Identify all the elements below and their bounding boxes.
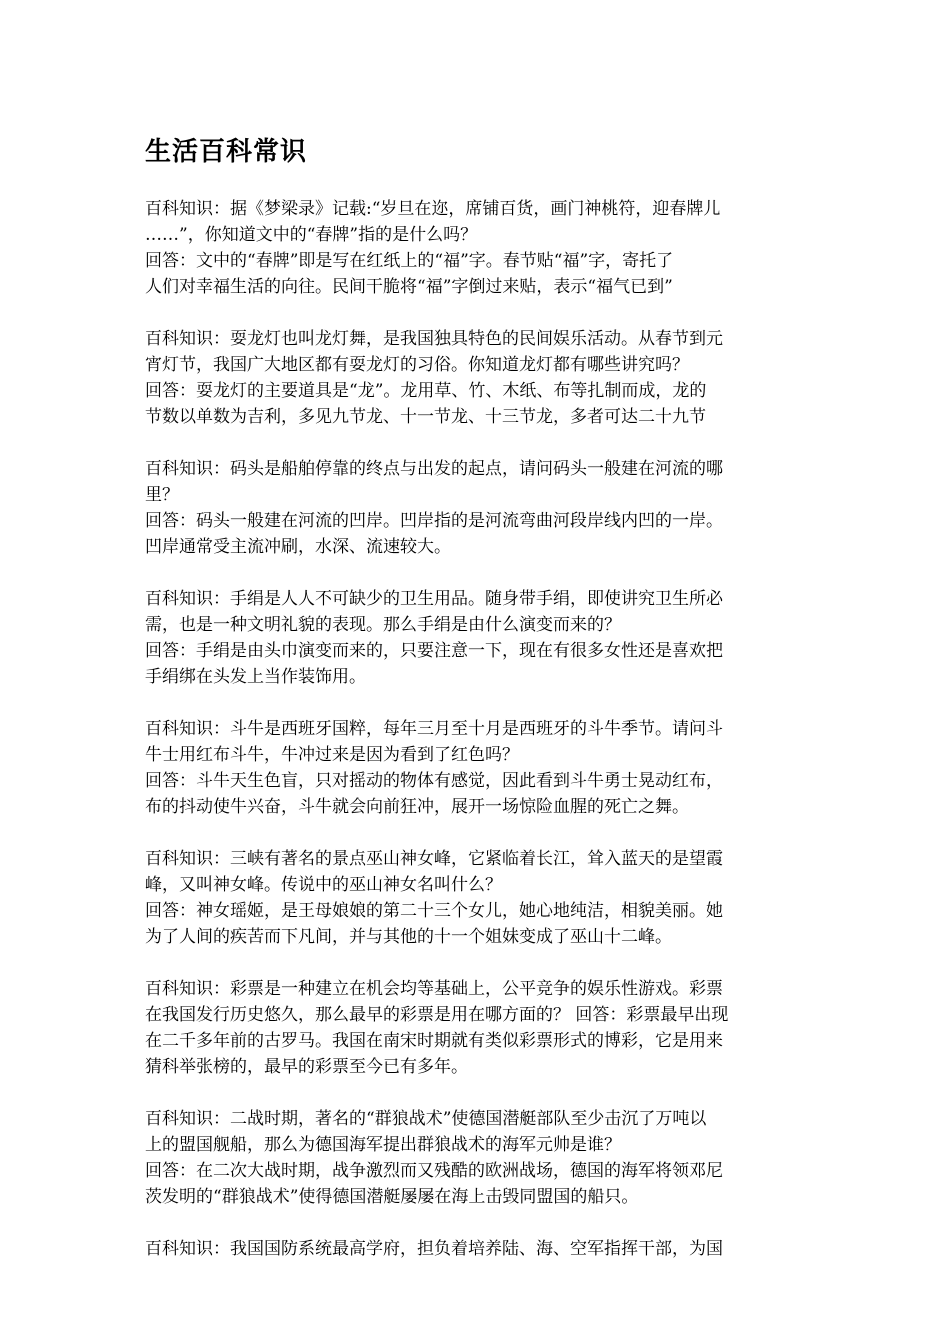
text-line: 宵灯节，我国广大地区都有耍龙灯的习俗。你知道龙灯都有哪些讲究吗？ xyxy=(145,355,689,375)
qa-entry xyxy=(145,716,805,820)
text-line: 回答：文中的“春牌”即是写在红纸上的“福”字。春节贴“福”字，寄托了 xyxy=(145,251,674,271)
text-line: 百科知识：手绢是人人不可缺少的卫生用品。随身带手绢，即使讲究卫生所必 xyxy=(145,589,723,609)
text-line: 回答：神女瑶姬，是王母娘娘的第二十三个女儿，她心地纯洁，相貌美丽。她 xyxy=(145,901,723,921)
text-line: 布的抖动使牛兴奋，斗牛就会向前狂冲，展开一场惊险血腥的死亡之舞。 xyxy=(145,797,689,817)
text-line: 凹岸通常受主流冲刷，水深、流速较大。 xyxy=(145,537,451,557)
text-line: 百科知识：二战时期，著名的“群狼战术”使德国潜艇部队至少击沉了万吨以 xyxy=(145,1109,707,1129)
qa-entry xyxy=(145,846,805,950)
text-line: 茨发明的“群狼战术”使得德国潜艇屡屡在海上击毁同盟国的船只。 xyxy=(145,1187,639,1207)
text-line: 牛士用红布斗牛，牛冲过来是因为看到了红色吗？ xyxy=(145,745,519,765)
text-line: 百科知识：码头是船舶停靠的终点与出发的起点，请问码头一般建在河流的哪 xyxy=(145,459,723,479)
text-line: 为了人间的疾苦而下凡间，并与其他的十一个姐妹变成了巫山十二峰。 xyxy=(145,927,672,947)
document-body xyxy=(145,196,805,1288)
text-line: 手绢绑在头发上当作装饰用。 xyxy=(145,667,366,687)
text-line: 回答：手绢是由头巾演变而来的，只要注意一下，现在有很多女性还是喜欢把 xyxy=(145,641,723,661)
text-line: 需，也是一种文明礼貌的表现。那么手绢是由什么演变而来的？ xyxy=(145,615,621,635)
qa-entry xyxy=(145,456,805,560)
text-line: 人们对幸福生活的向往。民间干脆将“福”字倒过来贴，表示“福气已到” xyxy=(145,277,673,297)
qa-entry xyxy=(145,1236,805,1262)
qa-entry xyxy=(145,586,805,690)
qa-entry xyxy=(145,1106,805,1210)
text-line: ……”，你知道文中的“春牌”指的是什么吗？ xyxy=(145,225,478,245)
text-line: 回答：码头一般建在河流的凹岸。凹岸指的是河流弯曲河段岸线内凹的一岸。 xyxy=(145,511,723,531)
text-line: 回答：在二次大战时期，战争激烈而又残酷的欧洲战场，德国的海军将领邓尼 xyxy=(145,1161,723,1181)
qa-entry xyxy=(145,196,805,300)
qa-entry xyxy=(145,326,805,430)
qa-entry xyxy=(145,976,805,1080)
text-line: 上的盟国舰船，那么为德国海军提出群狼战术的海军元帅是谁？ xyxy=(145,1135,621,1155)
text-line: 百科知识：三峡有著名的景点巫山神女峰，它紧临着长江，耸入蓝天的是望霞 xyxy=(145,849,723,869)
text-line: 在二千多年前的古罗马。我国在南宋时期就有类似彩票形式的博彩，它是用来 xyxy=(145,1031,723,1051)
text-line: 回答：耍龙灯的主要道具是“龙”。龙用草、竹、木纸、布等扎制而成，龙的 xyxy=(145,381,707,401)
text-line: 百科知识：我国国防系统最高学府，担负着培养陆、海、空军指挥干部，为国 xyxy=(145,1239,723,1259)
text-line: 百科知识：斗牛是西班牙国粹，每年三月至十月是西班牙的斗牛季节。请问斗 xyxy=(145,719,723,739)
text-line: 百科知识：耍龙灯也叫龙灯舞，是我国独具特色的民间娱乐活动。从春节到元 xyxy=(145,329,723,349)
text-line: 在我国发行历史悠久，那么最早的彩票是用在哪方面的？ 回答：彩票最早出现 xyxy=(145,1005,729,1025)
text-line: 里？ xyxy=(145,485,179,505)
text-line: 峰，又叫神女峰。传说中的巫山神女名叫什么？ xyxy=(145,875,502,895)
text-line: 回答：斗牛天生色盲，只对摇动的物体有感觉，因此看到斗牛勇士晃动红布， xyxy=(145,771,723,791)
text-line: 节数以单数为吉利，多见九节龙、十一节龙、十三节龙，多者可达二十九节 xyxy=(145,407,706,427)
text-line: 百科知识：彩票是一种建立在机会均等基础上，公平竞争的娱乐性游戏。彩票 xyxy=(145,979,723,999)
text-line: 百科知识：据《梦梁录》记载:“岁旦在迩，席铺百货，画门神桃符，迎春牌儿 xyxy=(145,199,721,219)
text-line: 猜科举张榜的，最早的彩票至今已有多年。 xyxy=(145,1057,468,1077)
page-title: 生活百科常识 xyxy=(145,137,308,167)
